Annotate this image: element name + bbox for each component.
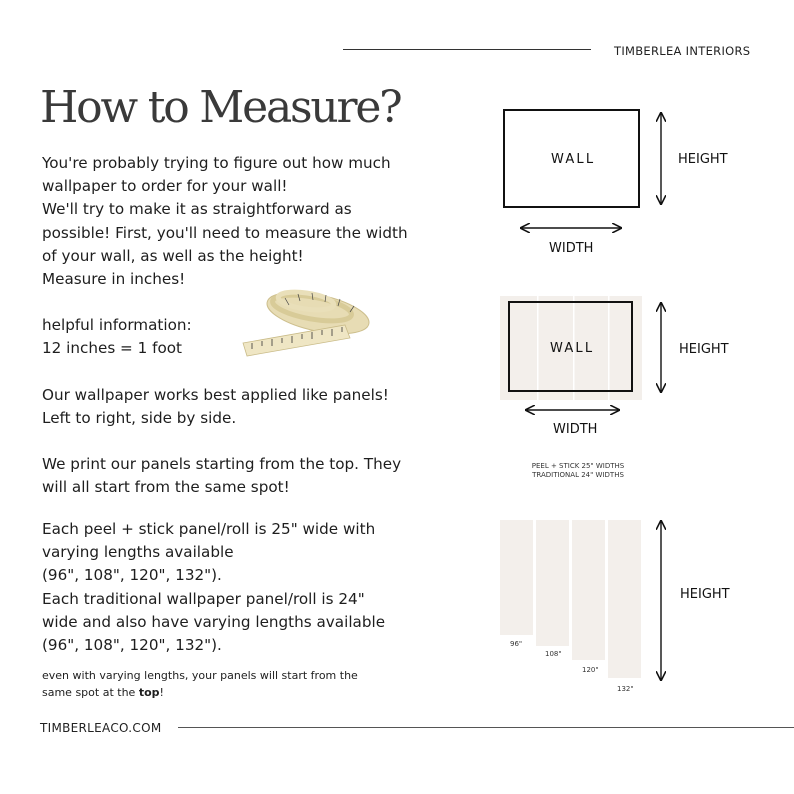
height-label-1: HEIGHT [678, 152, 728, 167]
text-line: (96", 108", 120", 132"). [42, 635, 222, 654]
panel-120 [572, 520, 605, 660]
panel-108 [536, 520, 569, 646]
width-caption [514, 462, 642, 480]
panel-seam [608, 296, 610, 400]
height-label-3: HEIGHT [680, 587, 730, 602]
text-line: wallpaper to order for your wall! [42, 177, 288, 196]
footer-website: TIMBERLEACO.COM [40, 721, 162, 735]
page-title: How to Measure? [40, 82, 401, 133]
length-label-132: 132" [617, 685, 634, 693]
text-line: Our wallpaper works best applied like panels! [42, 386, 389, 404]
length-label-96: 96" [510, 640, 523, 648]
height-label-2: HEIGHT [679, 342, 729, 357]
length-label-120: 120" [582, 666, 599, 674]
brand-name: TIMBERLEA INTERIORS [614, 44, 751, 58]
text-line: varying lengths available [42, 543, 234, 562]
panel-96 [500, 520, 533, 635]
panel-seam [537, 296, 539, 400]
text-line: will all start from the same spot! [42, 478, 290, 497]
length-label-108: 108" [545, 650, 562, 658]
text-line: Each peel + stick panel/roll is 25" wide with [42, 520, 376, 538]
wall-label-1: WALL [551, 152, 596, 167]
note-line: same spot at the top! [42, 686, 164, 699]
width-label-1: WIDTH [549, 241, 594, 256]
text-line: 12 inches = 1 foot [42, 339, 182, 358]
text-line: We print our panels starting from the top. They [42, 455, 402, 473]
text-line: (96", 108", 120", 132"). [42, 566, 222, 585]
text-line: possible! First, you'll need to measure the width [42, 223, 408, 242]
text-line: helpful information: [42, 316, 192, 334]
note-line: even with varying lengths, your panels will start from the [42, 669, 358, 682]
caption-line: TRADITIONAL 24" WIDTHS [532, 471, 624, 479]
text-line: Left to right, side by side. [42, 409, 237, 428]
caption-line: PEEL + STICK 25" WIDTHS [531, 462, 625, 470]
text-line: Each traditional wallpaper panel/roll is 24" [42, 589, 365, 608]
width-label-2: WIDTH [553, 422, 598, 437]
text-line: Measure in inches! [42, 269, 186, 288]
wall-label-2: WALL [550, 341, 595, 356]
note-emphasis: top [138, 686, 160, 699]
panel-132 [608, 520, 641, 678]
text-line: of your wall, as well as the height! [42, 246, 304, 265]
text-line: We'll try to make it as straightforward as [42, 200, 352, 219]
text-line: wide and also have varying lengths available [42, 612, 386, 631]
text-line: You're probably trying to figure out how much [42, 154, 391, 172]
